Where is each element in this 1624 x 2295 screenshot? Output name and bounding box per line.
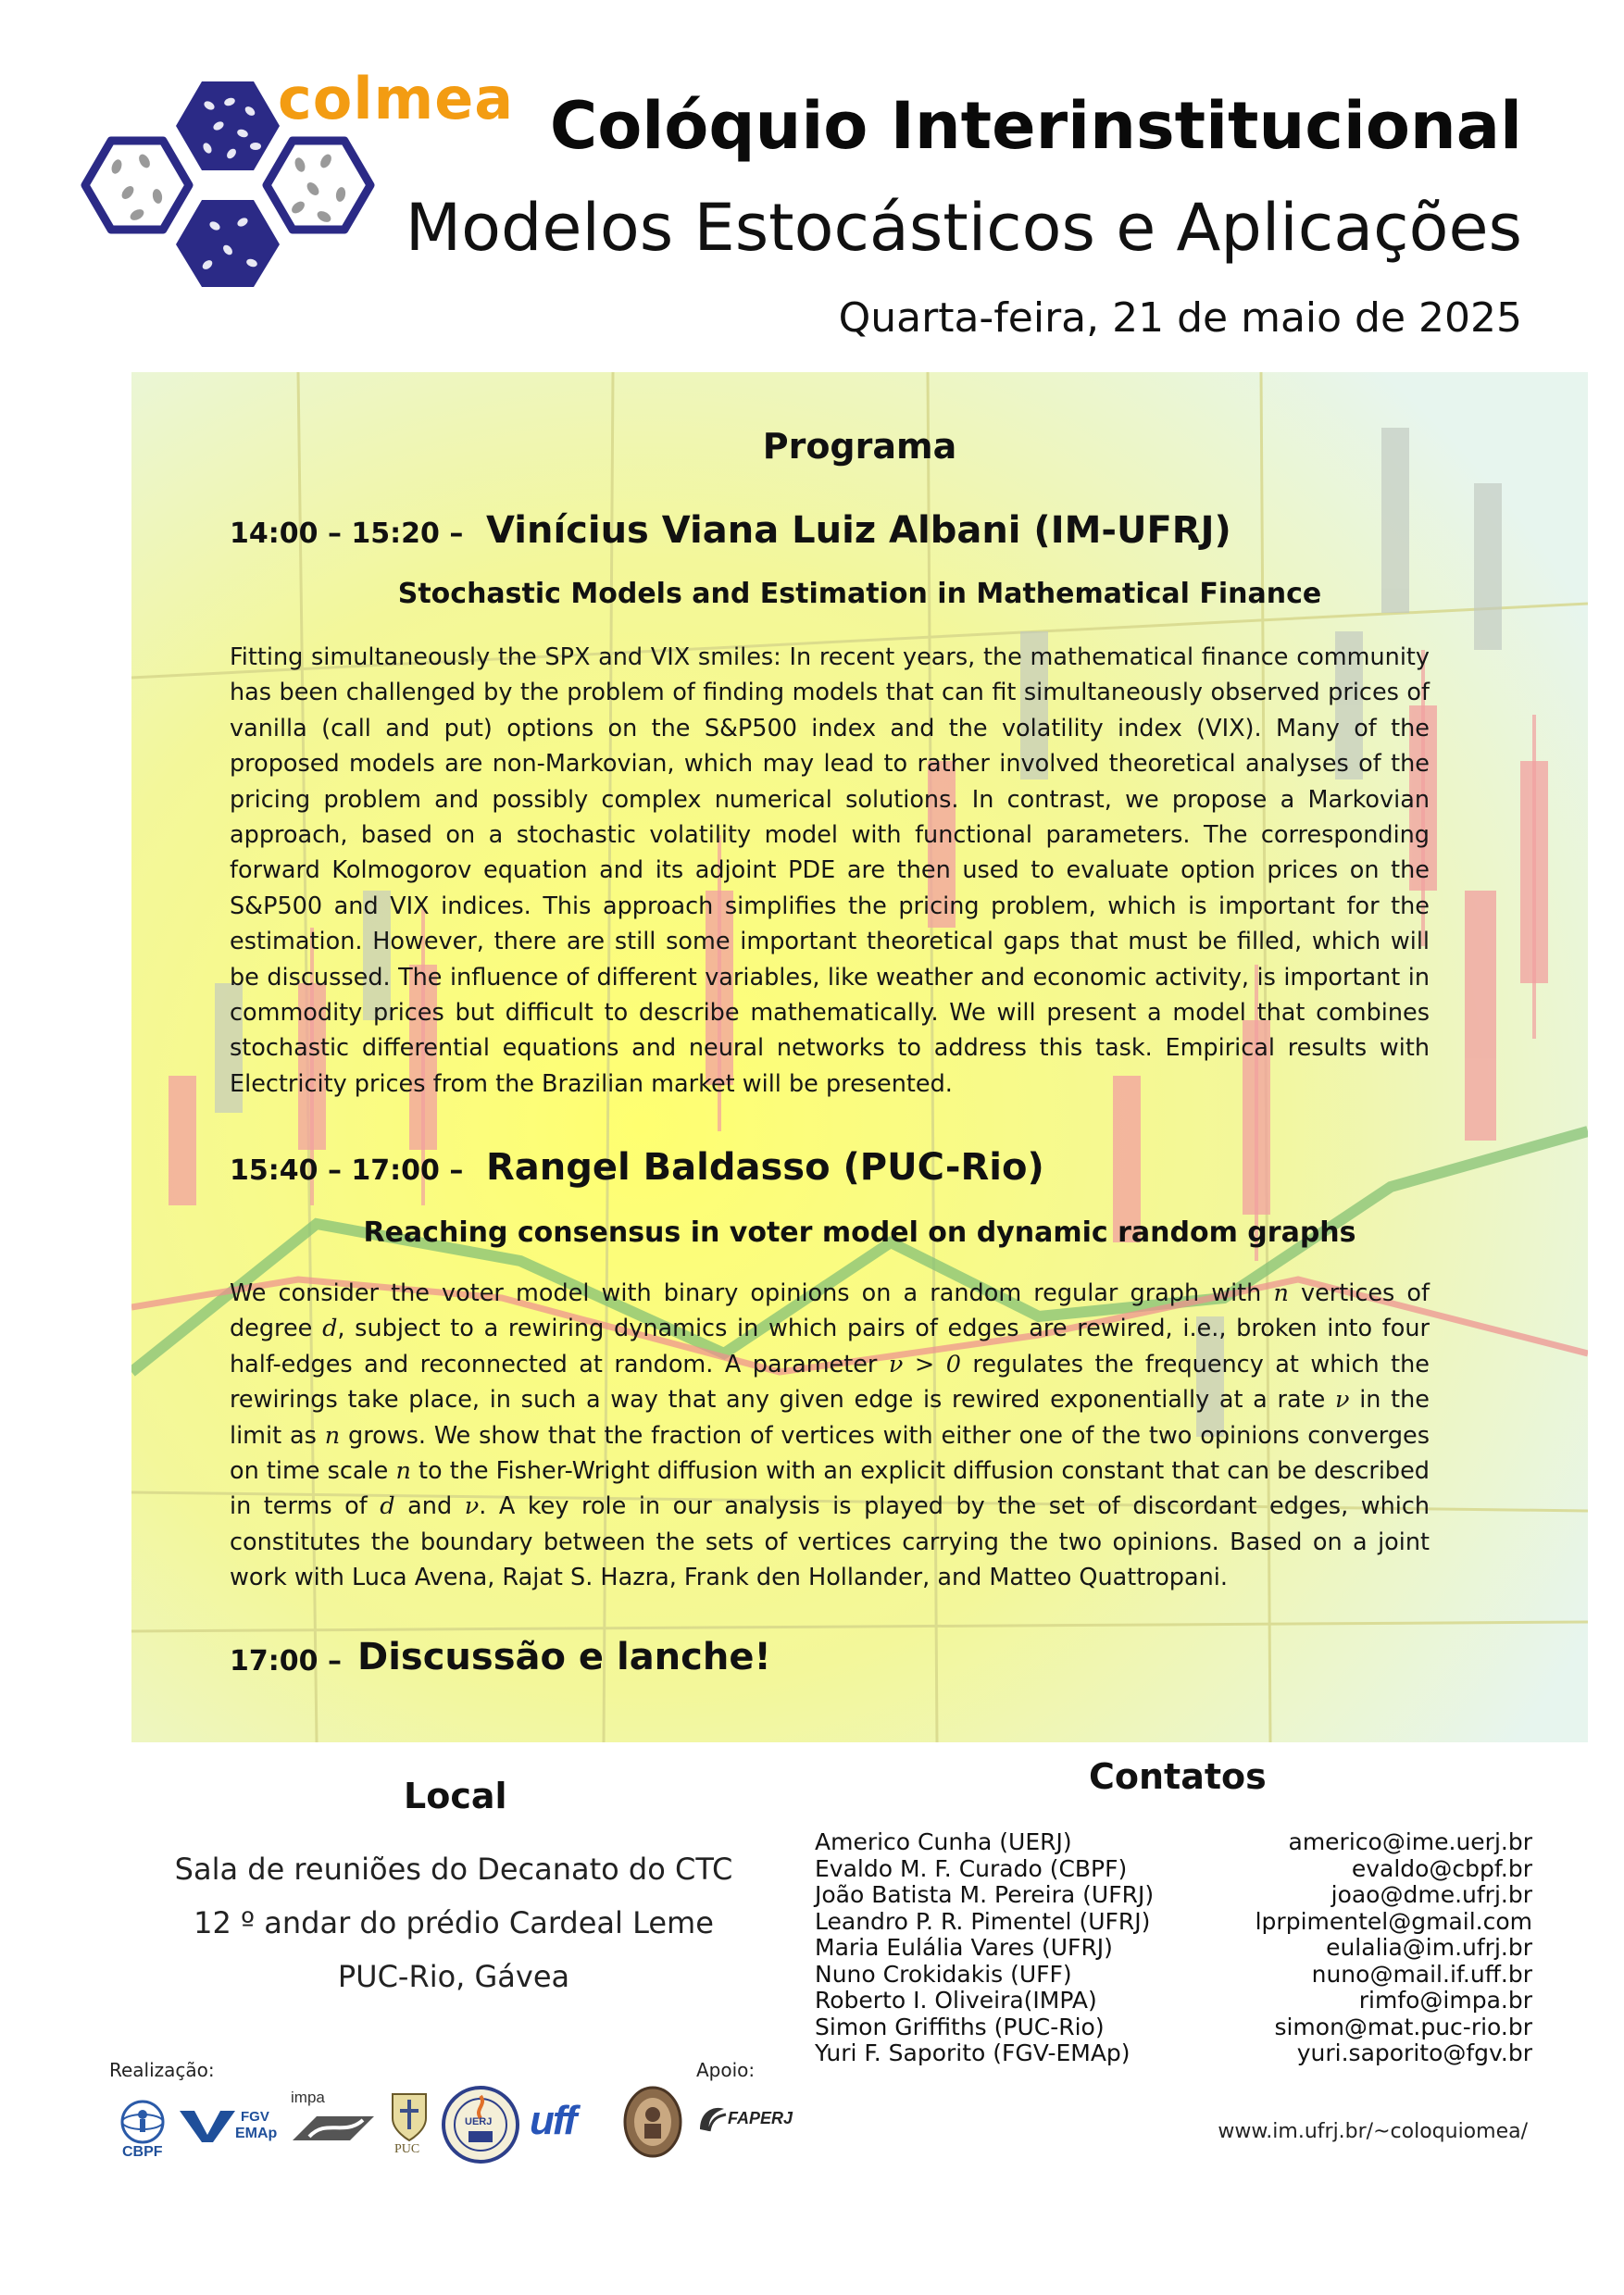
program-panel: [131, 372, 1588, 1742]
contact-email[interactable]: eulalia@im.ufrj.br: [1326, 1934, 1532, 1961]
impa-logo-text: impa: [291, 2089, 325, 2106]
local-line-floor: 12 º andar do prédio Cardeal Leme: [194, 1905, 714, 1940]
talk2-abstract: We consider the voter model with binary opinions on a random regular graph with n vertices of degree d, subject to a rewiring dynamics in which pairs of edges are rewired, i.e., broken into four half-edges and reconnected at random. A parameter ν > 0 regulates the frequency at which the rewirings take place, in such a way that any given edge is rewired exponentially at a rate ν in the limit as n grows. We show that the fraction of vertices with either one of the two opinions converges on time scale n to the Fisher-Wright diffusion with an explicit diffusion constant that can be described in terms of d and ν. A key role in our analysis is played by the set of discordant edges, which constitutes the boundary between the sets of vertices carrying the two opinions. Based on a joint work with Luca Avena, Rajat S. Hazra, Frank den Hollander, and Matteo Quattropani.: [230, 1279, 1430, 1592]
event-date: Quarta-feira, 21 de maio de 2025: [838, 294, 1522, 342]
contact-name: Americo Cunha (UERJ): [815, 1828, 1072, 1855]
organizers-label: Realização:: [109, 2059, 215, 2081]
contact-row: [815, 1882, 1532, 1909]
emap-logo-text: EMAp: [235, 2126, 278, 2141]
contact-row: [815, 1988, 1532, 2014]
puc-rio-logo: [389, 2090, 430, 2164]
puc-logo-text: PUC: [394, 2142, 420, 2156]
website-link[interactable]: www.im.ufrj.br/~coloquiomea/: [1218, 2120, 1528, 2143]
contact-name: Maria Eulália Vares (UFRJ): [815, 1934, 1113, 1961]
contact-email[interactable]: rimfo@impa.br: [1358, 1987, 1532, 2014]
sponsors-label: Apoio:: [696, 2059, 756, 2081]
closing-time: 17:00 –: [230, 1645, 342, 1678]
talk2-time: 15:40 – 17:00 –: [230, 1154, 464, 1187]
local-heading: Local: [404, 1776, 507, 1816]
uff-logo: [530, 2098, 609, 2144]
contact-row: [815, 1829, 1532, 1856]
talk2-speaker: Rangel Baldasso (PUC-Rio): [486, 1146, 1044, 1189]
uerj-logo: [441, 2083, 520, 2166]
contact-name: Evaldo M. F. Curado (CBPF): [815, 1854, 1128, 1882]
closing-label: Discussão e lanche!: [357, 1636, 771, 1678]
cbpf-logo-text: CBPF: [122, 2144, 163, 2160]
contact-email[interactable]: yuri.saporito@fgv.br: [1296, 2039, 1532, 2066]
local-line-room: Sala de reuniões do Decanato do CTC: [174, 1852, 733, 1887]
contact-row: [815, 1856, 1532, 1883]
contact-name: Yuri F. Saporito (FGV-EMAp): [815, 2039, 1131, 2066]
uff-logo-text: uff: [530, 2098, 576, 2143]
talk2-title: Reaching consensus in voter model on dynamic random graphs: [363, 1216, 1356, 1249]
contact-email[interactable]: evaldo@cbpf.br: [1351, 1854, 1532, 1882]
faperj-logo-text: FAPERJ: [728, 2109, 793, 2127]
contact-name: Roberto I. Oliveira(IMPA): [815, 1987, 1097, 2014]
contact-email[interactable]: lprpimentel@gmail.com: [1255, 1907, 1532, 1935]
contacts-list: [815, 1829, 1532, 2067]
contact-row: [815, 2014, 1532, 2041]
uerj-logo-text: UERJ: [465, 2116, 493, 2127]
contact-row: [815, 1909, 1532, 1936]
local-line-campus: PUC-Rio, Gávea: [337, 1959, 570, 1994]
talk1-title: Stochastic Models and Estimation in Mathematical Finance: [397, 578, 1322, 610]
brand-name: colmea: [278, 65, 515, 132]
fgv-logo-text: FGV: [241, 2109, 269, 2125]
talk1-speaker: Vinícius Viana Luiz Albani (IM-UFRJ): [486, 509, 1231, 552]
program-heading: Programa: [762, 426, 957, 467]
cbpf-logo: [113, 2098, 172, 2163]
contact-row: [815, 1935, 1532, 1962]
contact-name: João Batista M. Pereira (UFRJ): [815, 1881, 1155, 1908]
contact-row: [815, 2040, 1532, 2067]
faperj-logo: [696, 2100, 807, 2140]
talk1-abstract: Fitting simultaneously the SPX and VIX smiles: In recent years, the mathematical finance community has been challenged by the problem of finding models that can fit simultaneously observed prices of vanilla (call and put) options on the S&P500 index and the volatility index (VIX). Many of the proposed models are non-Markovian, which may lead to rather involved theoretical analyses of the pricing problem and possibly complex numerical solutions. In contrast, we propose a Markovian approach, based on a stochastic volatility model with functional parameters. The corresponding forward Kolmogorov equation and its adjoint PDE are then used to evaluate option prices on the S&P500 and VIX indices. This approach simplifies the pricing problem, which is important for the estimation. However, there are still some important theoretical gaps that must be filled, which will be discussed. The influence of different variables, like weather and economic activity, is important in commodity prices but difficult to describe mathematically. We will present a model that combines stochastic differential equations and neural networks to address this task. Empirical results with Electricity prices from the Brazilian market will be presented.: [230, 643, 1430, 1098]
contact-email[interactable]: americo@ime.uerj.br: [1288, 1828, 1532, 1855]
ufrj-seal-logo: [622, 2085, 683, 2159]
contact-email[interactable]: nuno@mail.if.uff.br: [1311, 1960, 1532, 1988]
impa-logo: [289, 2089, 381, 2153]
event-title: Colóquio Interinstitucional: [549, 88, 1522, 164]
contact-email[interactable]: joao@dme.ufrj.br: [1330, 1881, 1532, 1908]
contact-email[interactable]: simon@mat.puc-rio.br: [1274, 2013, 1532, 2040]
contact-row: [815, 1962, 1532, 1989]
contact-name: Nuno Crokidakis (UFF): [815, 1960, 1072, 1988]
contact-name: Simon Griffiths (PUC-Rio): [815, 2013, 1105, 2040]
fgv-emap-logo: [180, 2107, 281, 2148]
contact-name: Leandro P. R. Pimentel (UFRJ): [815, 1907, 1151, 1935]
talk1-time: 14:00 – 15:20 –: [230, 518, 464, 550]
event-subtitle: Modelos Estocásticos e Aplicações: [405, 190, 1522, 266]
contacts-heading: Contatos: [1089, 1756, 1267, 1797]
